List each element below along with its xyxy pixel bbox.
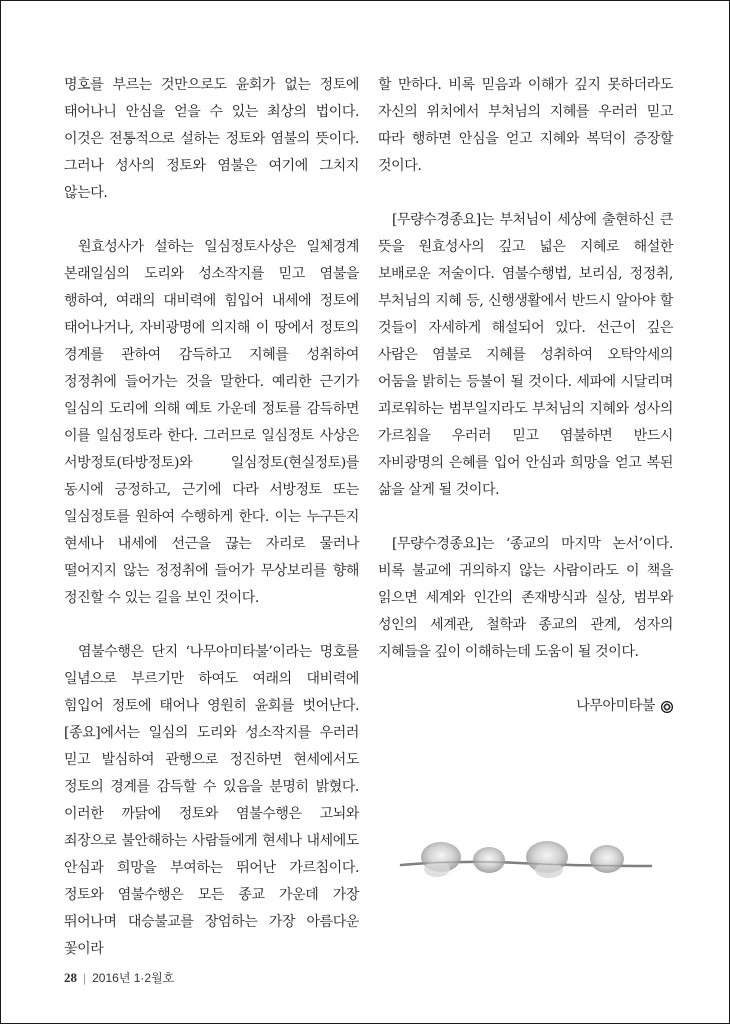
right-column	[378, 72, 673, 720]
signature-text: 나무아미타불	[576, 698, 655, 714]
right-paragraph-1: 할 만하다. 비록 믿음과 이해가 깊지 못하더라도 자신의 위치에서 부처님의 지혜를 우러러 믿고 따라 행하면 안심을 얻고 지혜와 복덕이 증장할 것이다.	[378, 77, 673, 174]
page-number: 28	[64, 969, 77, 985]
left-paragraph-2: 원효성사가 설하는 일심정토사상은 일체경계 본래일심의 도리와 성소작지를 믿고 염불을 행하여, 여래의 대비력에 힘입어 내세에 정토에 태어나거나, 자비광명에 의지해 이 땅에서 정토의 경계를 관하여 감득하고 지혜를 성취하여 정정취에 들어가는 것을 말한다. 예리한 근기가 일심의 도리에 의해 예토 가운데 정토를 감득하면 이를 일심정토라 한다. 그러므로 일심정토 사상은 서방정토(타방정토)와 일심정토(현실정토)를 동시에 긍정하고, 근기에 다라 서방정토 또는 일심정토를 원하여 수행하게 한다. 이는 누구든지 현세나 내세에 선근을 끊는 자리로 물러나 떨어지지 않는 정정취에 들어가 무상보리를 향해 정진할 수 있는 길을 보인 것이다.	[64, 239, 359, 606]
right-paragraph-3: [무량수경종요]는 ‘종교의 마지막 논서’이다. 비록 불교에 귀의하지 않는 사람이라도 이 책을 읽으면 세계와 인간의 존재방식과 실상, 범부와 성인의 세계관, 철학과 종교의 관계, 성자의 지혜들을 깊이 이해하는데 도움이 될 것이다.	[378, 536, 673, 660]
signature	[378, 693, 673, 720]
page-footer	[64, 969, 174, 986]
left-paragraph-1: 명호를 부르는 것만으로도 윤회가 없는 정토에 태어나니 안심을 얻을 수 있는 최상의 법이다. 이것은 전통적으로 설하는 정토와 염불의 뜻이다. 그러나 성사의 정토와 염불은 여기에 그치지 않는다.	[64, 77, 359, 201]
left-column	[64, 72, 359, 963]
flower-branch-illustration	[399, 835, 654, 885]
issue-label: 2016년 1·2월호	[92, 971, 175, 985]
dharma-emblem-icon	[661, 701, 673, 713]
right-paragraph-2: [무량수경종요]는 부처님이 세상에 출현하신 큰 뜻을 원효성사의 깊고 넓은 지혜로 해설한 보배로운 저술이다. 염불수행법, 보리심, 정정취, 부처님의 지혜 등, 신행생활에서 반드시 알아야 할 것들이 자세하게 해설되어 있다. 선근이 깊은 사람은 염불로 지혜를 성취하여 오탁악세의 어둠을 밝히는 등불이 될 것이다. 세파에 시달리며 괴로워하는 범부일지라도 부처님의 지혜와 성사의 가르침을 우러러 믿고 염불하면 반드시 자비광명의 은혜를 입어 안심과 희망을 얻고 복된 삶을 살게 될 것이다.	[378, 212, 673, 498]
left-paragraph-3: 염불수행은 단지 ‘나무아미타불’이라는 명호를 일념으로 부르기만 하여도 여래의 대비력에 힘입어 정토에 태어나 영원히 윤회를 벗어난다. [종요]에서는 일심의 도리와 성소작지를 우러러 믿고 발심하여 관행으로 정진하면 현세에서도 정토의 경계를 감득할 수 있음을 분명히 밝혔다. 이러한 까닭에 정토와 염불수행은 고뇌와 죄장으로 불안해하는 사람들에게 현세나 내세에도 안심과 희망을 부여하는 뛰어난 가르침이다. 정토와 염불수행은 모든 종교 가운데 가장 뛰어나며 대승불교를 장엄하는 가장 아름다운 꽃이라	[64, 644, 359, 957]
footer-separator: |	[83, 970, 87, 985]
